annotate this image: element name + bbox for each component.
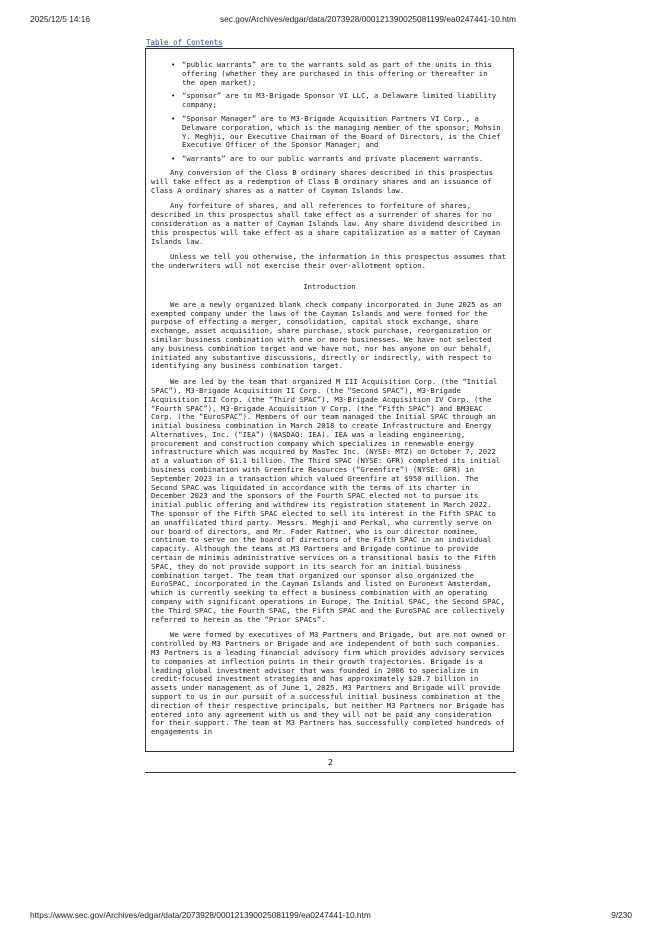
- bullet-text: “warrants” are to our public warrants and private placement warrants.: [182, 154, 484, 164]
- paragraph-m3-brigade: We were formed by executives of M3 Partners and Brigade, but are not owned or controlled by M3 Partners or Brigade and are independent of both such companies. M3 Partners is a leading financial advisory firm which provides advisory services to companies at inflection points in their growth trajectories. Brigade is a leading global investment advisor that was founded in 2006 to specialize in credit-focused investment strategies and has approximately $28.7 billion in assets under management as of June 1, 2025. M3 Partners and Brigade will provide support to us in our pursuit of a successful initial business combination at the direction of their respective principals, but neither M3 Partners nor Brigade has entered into any agreement with us and they will not be paid any consideration for their support. The team at M3 Partners has successfully completed hundreds of engagements in: [151, 630, 507, 737]
- bullet-item: [151, 115, 508, 150]
- bullet-icon: •: [171, 91, 176, 101]
- page-number: 2: [327, 758, 334, 767]
- bullet-icon: •: [171, 154, 176, 164]
- bullet-item: [151, 61, 508, 87]
- browser-print-footer: [30, 910, 632, 924]
- browser-print-header: [30, 14, 632, 28]
- section-heading-introduction: Introduction: [303, 281, 356, 291]
- paragraph-over-allotment: Unless we tell you otherwise, the information in this prospectus assumes that the underwriters will not exercise their over-allotment option.: [151, 252, 507, 271]
- page-divider: [145, 772, 516, 773]
- document-page-box: [145, 48, 514, 752]
- print-timestamp: 2025/12/5 14:16: [30, 14, 90, 24]
- bullet-icon: •: [171, 60, 176, 69]
- print-page-count: 9/230: [611, 910, 632, 920]
- paragraph-forfeiture: Any forfeiture of shares, and all references to forfeiture of shares, described in this prospectus shall take effect as a surrender of shares for no consideration as a matter of Cayman Islands law. Any share dividend described in this prospectus will take effect as a share capitalization as a matter of Cayman Islands law.: [151, 201, 501, 246]
- definition-bullet-list: [151, 61, 508, 164]
- paragraph-team-history: We are led by the team that organized M III Acquisition Corp. (the “Initial SPAC”), M3-Brigade Acquisition II Corp. (the “Second SPAC”), M3-Brigade Acquisition III Corp. (the “Third SPAC”), M3-Brigade Acquisition IV Corp. (the “Fourth SPAC”), M3-Brigade Acquisition V Corp. (the “Fifth SPAC”) and BM3EAC Corp. (the “EuroSPAC”). Members of our team managed the Initial SPAC through an initial business combination in March 2018 to create Infrastructure and Energy Alternatives, Inc. (“IEA”) (NASDAQ: IEA). IEA was a leading engineering, procurement and construction company which specializes in renewable energy infrastructure which was acquired by MasTec Inc. (NYSE: MTZ) on October 7, 2022 at a valuation of $1.1 billion. The Third SPAC (NYSE: GFR) completed its initial business combination with Greenfire Resources (“Greenfire”) (NYSE: GFR) in September 2023 in a transaction which valued Greenfire at $950 million. The Second SPAC was liquidated in accordance with the terms of its charter in December 2023 and the sponsors of the Fourth SPAC elected not to pursue its initial public offering and withdrew its registration statement in March 2022. The sponsor of the Fifth SPAC elected to sell its interest in the Fifth SPAC to an unaffiliated third party. Messrs. Meghji and Perkal, who currently serve on our board of directors, and Mr. Fader Rattner, who is our director nominee, continue to serve on the board of directors of the Fifth SPAC in an individual capacity. Although the teams at M3 Partners and Brigade continue to provide certain de minimis administrative services on a transitional basis to the Fifth SPAC, they do not provide support in its search for an initial business combination target. The team that organized our sponsor also organized the EuroSPAC, incorporated in the Cayman Islands and listed on Euronext Amsterdam, which is currently seeking to effect a business combination with an operating company with significant operations in Europe. The Initial SPAC, the Second SPAC, the Third SPAC, the Fourth SPAC, the Fifth SPAC and the EuroSPAC are collectively referred to herein as the “Prior SPACs”.: [151, 377, 505, 624]
- table-of-contents-link[interactable]: Table of Contents: [146, 38, 223, 47]
- bullet-item: [151, 155, 508, 164]
- bullet-icon: •: [171, 113, 176, 123]
- print-page-url: sec.gov/Archives/edgar/data/2073928/000121390025081199/ea0247441-10.htm: [220, 14, 517, 24]
- paragraph-company-overview: We are a newly organized blank check company incorporated in June 2025 as an exempted company under the laws of the Cayman Islands and were formed for the purpose of effecting a merger, consolidation, capital stock exchange, share exchange, asset acquisition, share purchase, stock purchase, reorganization or similar business combination with one or more businesses. We have not selected any business combination target and we have not, nor has anyone on our behalf, initiated any substantive discussions, directly or indirectly, with respect to identifying any business combination target.: [151, 299, 502, 371]
- bullet-item: [151, 92, 508, 110]
- bullet-text: “Sponsor Manager” are to M3-Brigade Acquisition Partners VI Corp., a Delaware corporation, which is the managing member of the sponsor; Mohsin Y. Meghji, our Executive Chairman of the Board of Directors, is the Chief Executive Officer of the Sponsor Manager; and: [182, 113, 501, 150]
- paragraph-conversion: Any conversion of the Class B ordinary shares described in this prospectus will take effect as a redemption of Class B ordinary shares and an issuance of Class A ordinary shares as a matter of Cayman Islands law.: [151, 167, 494, 195]
- bullet-text: “sponsor” are to M3-Brigade Sponsor VI LLC, a Delaware limited liability company;: [182, 91, 497, 110]
- bullet-text: “public warrants” are to the warrants sold as part of the units in this offering (whether they are purchased in this offering or thereafter in the open market);: [182, 60, 492, 87]
- footer-url: https://www.sec.gov/Archives/edgar/data/2073928/000121390025081199/ea0247441-10.htm: [30, 910, 371, 920]
